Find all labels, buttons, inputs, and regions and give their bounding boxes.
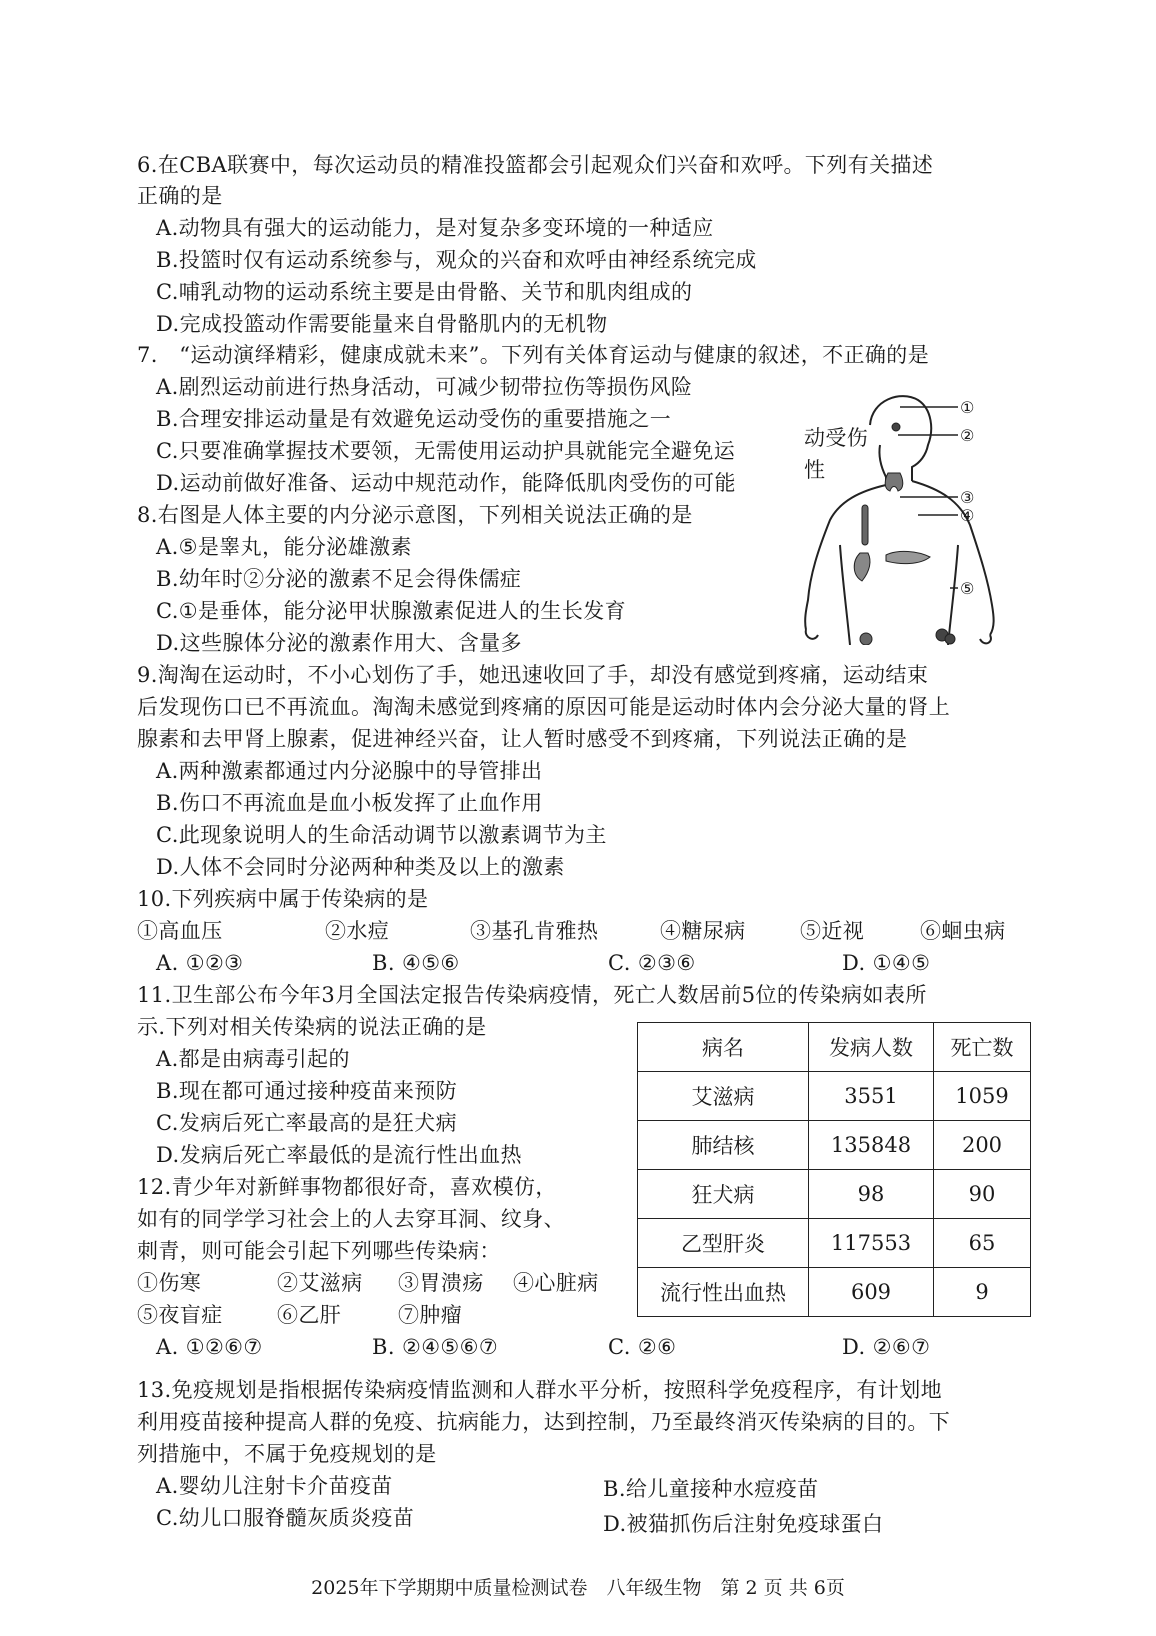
q7-option-d: D.运动前做好准备、运动中规范动作，能降低肌肉受伤的可能 [156, 471, 736, 495]
disease-table [637, 1022, 1031, 1317]
q13-stem-line1: 13.免疫规划是指根据传染病疫情监测和人群水平分析，按照科学免疫程序，有计划地 [137, 1378, 942, 1402]
figure-label-3: ③ [960, 488, 975, 507]
table-header: 发病人数 [809, 1023, 934, 1072]
q6-stem-line1: 6.在CBA联赛中，每次运动员的精准投篮都会引起观众们兴奋和欢呼。下列有关描述 [137, 153, 934, 177]
figure-label-1: ① [960, 398, 975, 417]
q9-stem-line3: 腺素和去甲肾上腺素，促进神经兴奋，让人暂时感受不到疼痛，下列说法正确的是 [137, 727, 908, 751]
q12-stem-line3: 刺青，则可能会引起下列哪些传染病： [137, 1239, 501, 1263]
table-cell: 135848 [809, 1121, 934, 1170]
q10-item-5: ⑤近视 [800, 919, 865, 943]
q10-option-b: B. ④⑤⑥ [372, 951, 460, 975]
q8-option-a: A.⑤是睾丸，能分泌雄激素 [156, 535, 412, 559]
table-cell: 3551 [809, 1072, 934, 1121]
q10-option-c: C. ②③⑥ [608, 951, 696, 975]
table-row [638, 1072, 1031, 1121]
q10-item-2: ②水痘 [325, 919, 390, 943]
table-cell: 98 [809, 1170, 934, 1219]
table-row [638, 1170, 1031, 1219]
q12-item-7: ⑦肿瘤 [398, 1303, 463, 1327]
q10-item-1: ①高血压 [137, 919, 223, 943]
figure-label-2: ② [960, 426, 975, 445]
figure-label-4: ④ [960, 506, 975, 525]
table-cell: 流行性出血热 [638, 1268, 809, 1317]
q11-stem-line1: 11.卫生部公布今年3月全国法定报告传染病疫情，死亡人数居前5位的传染病如表所 [137, 983, 927, 1007]
q6-option-a: A.动物具有强大的运动能力，是对复杂多变环境的一种适应 [156, 216, 714, 240]
q9-stem-line2: 后发现伤口已不再流血。淘淘未感觉到疼痛的原因可能是运动时体内会分泌大量的肾上 [137, 695, 951, 719]
table-cell: 1059 [934, 1072, 1031, 1121]
q11-option-a: A.都是由病毒引起的 [156, 1047, 350, 1071]
figure-label-5: ⑤ [960, 579, 975, 598]
table-cell: 艾滋病 [638, 1072, 809, 1121]
q10-item-3: ③基孔肯雅热 [470, 919, 599, 943]
q11-stem-line2: 示.下列对相关传染病的说法正确的是 [137, 1015, 487, 1039]
q12-stem-line1: 12.青少年对新鲜事物都很好奇，喜欢模仿， [137, 1175, 557, 1199]
table-header-row [638, 1023, 1031, 1072]
q9-option-d: D.人体不会同时分泌两种种类及以上的激素 [156, 855, 565, 879]
q13-option-a: A.婴幼儿注射卡介苗疫苗 [156, 1474, 393, 1498]
q6-stem-line2: 正确的是 [137, 184, 223, 208]
q13-stem-line2: 利用疫苗接种提高人群的免疫、抗病能力，达到控制，乃至最终消灭传染病的目的。下 [137, 1410, 951, 1434]
q11-option-c: C.发病后死亡率最高的是狂犬病 [156, 1111, 457, 1135]
q9-option-b: B.伤口不再流血是血小板发挥了止血作用 [156, 791, 543, 815]
q6-option-c: C.哺乳动物的运动系统主要是由骨骼、关节和肌肉组成的 [156, 280, 693, 304]
table-row [638, 1268, 1031, 1317]
q7-option-d-tail: 性 [804, 458, 826, 482]
q10-option-a: A. ①②③ [156, 951, 244, 975]
q6-option-b: B.投篮时仅有运动系统参与，观众的兴奋和欢呼由神经系统完成 [156, 248, 757, 272]
q8-option-b: B.幼年时②分泌的激素不足会得侏儒症 [156, 567, 522, 591]
table-cell: 90 [934, 1170, 1031, 1219]
table-cell: 9 [934, 1268, 1031, 1317]
table-cell: 狂犬病 [638, 1170, 809, 1219]
q7-option-c-tail: 动受伤 [804, 426, 869, 450]
q10-item-4: ④糖尿病 [660, 919, 746, 943]
q12-item-4: ④心脏病 [513, 1271, 599, 1295]
q13-stem-line3: 列措施中，不属于免疫规划的是 [137, 1442, 437, 1466]
q12-item-1: ①伤寒 [137, 1271, 202, 1295]
table-cell: 117553 [809, 1219, 934, 1268]
q10-option-d: D. ①④⑤ [842, 951, 931, 975]
q8-stem: 8.右图是人体主要的内分泌示意图，下列相关说法正确的是 [137, 503, 693, 527]
q12-item-3: ③胃溃疡 [398, 1271, 484, 1295]
table-header: 病名 [638, 1023, 809, 1072]
q13-option-d: D.被猫抓伤后注射免疫球蛋白 [603, 1512, 884, 1536]
q12-stem-line2: 如有的同学学习社会上的人去穿耳洞、纹身、 [137, 1207, 565, 1231]
q10-stem: 10.下列疾病中属于传染病的是 [137, 887, 429, 911]
q7-option-b: B.合理安排运动量是有效避免运动受伤的重要措施之一 [156, 407, 672, 431]
q6-option-d: D.完成投篮动作需要能量来自骨骼肌内的无机物 [156, 312, 608, 336]
q8-option-d: D.这些腺体分泌的激素作用大、含量多 [156, 631, 522, 655]
q8-option-c: C.①是垂体，能分泌甲状腺激素促进人的生长发育 [156, 599, 627, 623]
table-cell: 200 [934, 1121, 1031, 1170]
q9-stem-line1: 9.淘淘在运动时，不小心划伤了手，她迅速收回了手，却没有感觉到疼痛，运动结束 [137, 663, 929, 687]
q7-option-a: A.剧烈运动前进行热身活动，可减少韧带拉伤等损伤风险 [156, 375, 693, 399]
q7-stem: 7. “运动演绎精彩，健康成就未来”。下列有关体育运动与健康的叙述，不正确的是 [137, 343, 930, 367]
page-footer: 2025年下学期期中质量检测试卷 八年级生物 第 2 页 共 6页 [311, 1577, 845, 1599]
table-header: 死亡数 [934, 1023, 1031, 1072]
table-cell: 肺结核 [638, 1121, 809, 1170]
q9-option-c: C.此现象说明人的生命活动调节以激素调节为主 [156, 823, 607, 847]
q12-item-5: ⑤夜盲症 [137, 1303, 223, 1327]
q12-item-6: ⑥乙肝 [277, 1303, 342, 1327]
q13-option-b: B.给儿童接种水痘疫苗 [603, 1477, 819, 1501]
table-row [638, 1219, 1031, 1268]
q10-item-6: ⑥蛔虫病 [920, 919, 1006, 943]
q12-option-a: A. ①②⑥⑦ [156, 1335, 263, 1359]
table-row [638, 1121, 1031, 1170]
q11-option-d: D.发病后死亡率最低的是流行性出血热 [156, 1143, 522, 1167]
q11-option-b: B.现在都可通过接种疫苗来预防 [156, 1079, 458, 1103]
q12-option-d: D. ②⑥⑦ [842, 1335, 931, 1359]
table-cell: 乙型肝炎 [638, 1219, 809, 1268]
q12-option-c: C. ②⑥ [608, 1335, 677, 1359]
q12-option-b: B. ②④⑤⑥⑦ [372, 1335, 499, 1359]
table-cell: 609 [809, 1268, 934, 1317]
q12-item-2: ②艾滋病 [277, 1271, 363, 1295]
q9-option-a: A.两种激素都通过内分泌腺中的导管排出 [156, 759, 543, 783]
q7-option-c: C.只要准确掌握技术要领，无需使用运动护具就能完全避免运 [156, 439, 736, 463]
table-cell: 65 [934, 1219, 1031, 1268]
q13-option-c: C.幼儿口服脊髓灰质炎疫苗 [156, 1506, 415, 1530]
